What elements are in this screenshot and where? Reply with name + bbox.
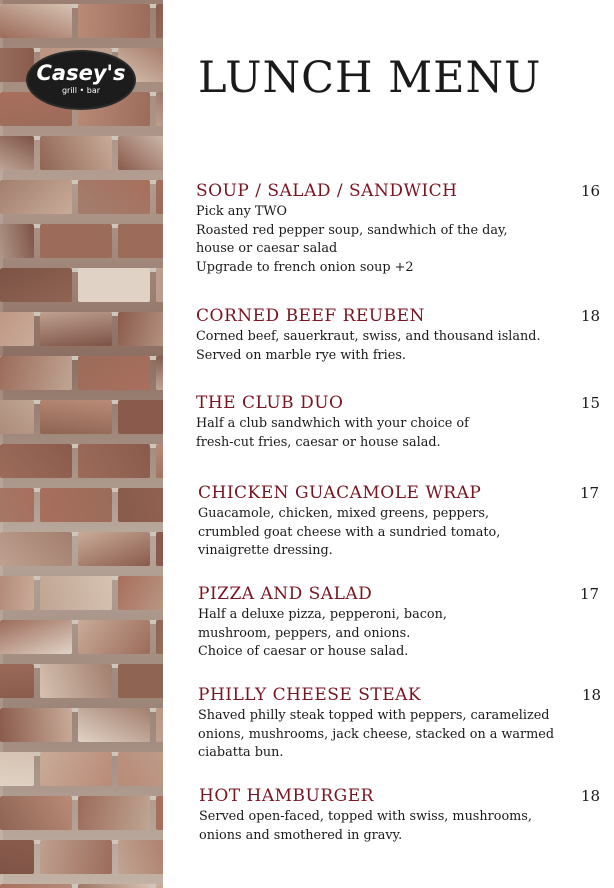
menu-item-desc-line: Choice of caesar or house salad.	[198, 644, 409, 659]
caseys-logo	[28, 52, 134, 108]
brick	[118, 752, 163, 786]
menu-item-name: CORNED BEEF REUBEN	[196, 306, 425, 326]
brick	[78, 532, 150, 566]
brick	[118, 840, 163, 874]
menu-item-desc-line: Half a club sandwhich with your choice of	[196, 416, 469, 431]
page-title: LUNCH MENU	[198, 53, 542, 103]
brick	[0, 400, 34, 434]
menu-item-price: 17	[580, 484, 600, 502]
menu-item-desc-line: Corned beef, sauerkraut, swiss, and thousand island.	[196, 329, 541, 344]
brick	[118, 488, 163, 522]
logo-tagline: grill • bar	[61, 86, 101, 95]
logo-name: Casey's	[36, 61, 126, 85]
brick	[0, 752, 34, 786]
menu-item-the-club-duo	[196, 393, 600, 452]
menu-item-desc-line: house or caesar salad	[196, 241, 338, 256]
brick	[0, 620, 72, 654]
brick	[0, 136, 34, 170]
brick	[0, 444, 72, 478]
brick	[78, 796, 150, 830]
menu-item-price: 17	[580, 585, 600, 603]
brick	[78, 444, 150, 478]
brick	[78, 708, 150, 742]
menu-item-pizza-and-salad	[198, 584, 602, 662]
brick	[156, 796, 163, 830]
menu-item-chicken-guacamole-wrap	[198, 483, 602, 561]
brick	[0, 708, 72, 742]
brick	[40, 840, 112, 874]
brick	[0, 840, 34, 874]
menu-item-desc-line: Served open-faced, topped with swiss, mushrooms,	[199, 809, 532, 824]
menu-item-price: 18	[581, 307, 601, 325]
menu-item-name: CHICKEN GUACAMOLE WRAP	[198, 483, 482, 503]
brick	[78, 268, 150, 302]
menu-item-price: 18	[582, 686, 602, 704]
brick	[40, 400, 112, 434]
menu-item-name: HOT HAMBURGER	[199, 786, 374, 806]
menu-item-price: 16	[581, 182, 601, 200]
menu-item-name: PIZZA AND SALAD	[198, 584, 373, 604]
menu-item-price: 15	[581, 394, 601, 412]
menu-item-philly-cheese-steak	[198, 685, 602, 763]
brick	[156, 444, 163, 478]
brick	[156, 4, 163, 38]
menu-item-desc-line: vinaigrette dressing.	[198, 543, 333, 558]
brick	[40, 664, 112, 698]
menu-item-desc-line: Pick any TWO	[196, 204, 288, 219]
brick	[40, 576, 112, 610]
brick	[0, 576, 34, 610]
brick-wall-image	[0, 0, 163, 888]
brick	[78, 180, 150, 214]
brick	[78, 356, 150, 390]
brick	[156, 884, 163, 888]
brick	[156, 532, 163, 566]
menu-item-desc-line: fresh-cut fries, caesar or house salad.	[196, 434, 441, 450]
brick	[78, 884, 150, 888]
brick	[0, 4, 72, 38]
brick	[118, 664, 163, 698]
brick	[118, 224, 163, 258]
menu-item-desc-line: onions and smothered in gravy.	[199, 827, 403, 843]
brick	[0, 224, 34, 258]
menu-item-corned-beef-reuben	[196, 306, 600, 365]
brick	[40, 752, 112, 786]
brick	[78, 4, 150, 38]
brick	[118, 136, 163, 170]
brick	[0, 884, 72, 888]
menu-item-desc-line: Shaved philly steak topped with peppers, caramelized	[198, 708, 550, 723]
brick	[156, 268, 163, 302]
menu-item-hot-hamburger	[199, 786, 603, 845]
menu-item-name: PHILLY CHEESE STEAK	[198, 685, 422, 705]
menu-item-desc-line: Served on marble rye with fries.	[196, 347, 406, 363]
brick	[40, 224, 112, 258]
brick	[156, 180, 163, 214]
menu-item-price: 18	[581, 787, 601, 805]
brick	[156, 708, 163, 742]
brick	[40, 312, 112, 346]
menu-item-desc-line: mushroom, peppers, and onions.	[198, 625, 411, 641]
brick	[0, 312, 34, 346]
menu-item-desc-line: Half a deluxe pizza, pepperoni, bacon,	[198, 607, 447, 622]
brick	[156, 92, 163, 126]
brick	[0, 796, 72, 830]
brick	[40, 488, 112, 522]
menu-item-desc-line: crumbled goat cheese with a sundried tomato,	[198, 524, 501, 540]
menu-item-desc-line: Roasted red pepper soup, sandwhich of the day,	[196, 222, 508, 238]
brick	[118, 400, 163, 434]
brick	[0, 180, 72, 214]
brick	[40, 136, 112, 170]
menu-item-name: THE CLUB DUO	[196, 393, 344, 413]
brick	[0, 268, 72, 302]
brick	[156, 356, 163, 390]
brick	[118, 576, 163, 610]
brick	[118, 312, 163, 346]
menu-item-desc-line: ciabatta bun.	[198, 745, 284, 760]
brick	[156, 620, 163, 654]
menu-item-soup-salad-sandwich	[196, 181, 600, 277]
menu-item-name: SOUP / SALAD / SANDWICH	[196, 181, 458, 201]
brick	[0, 356, 72, 390]
brick	[0, 488, 34, 522]
menu-item-desc-line: Upgrade to french onion soup +2	[196, 259, 414, 275]
menu-item-desc-line: Guacamole, chicken, mixed greens, peppers,	[198, 506, 490, 521]
menu-item-desc-line: onions, mushrooms, jack cheese, stacked on a warmed	[198, 726, 555, 742]
brick	[0, 532, 72, 566]
brick	[0, 664, 34, 698]
brick	[78, 620, 150, 654]
